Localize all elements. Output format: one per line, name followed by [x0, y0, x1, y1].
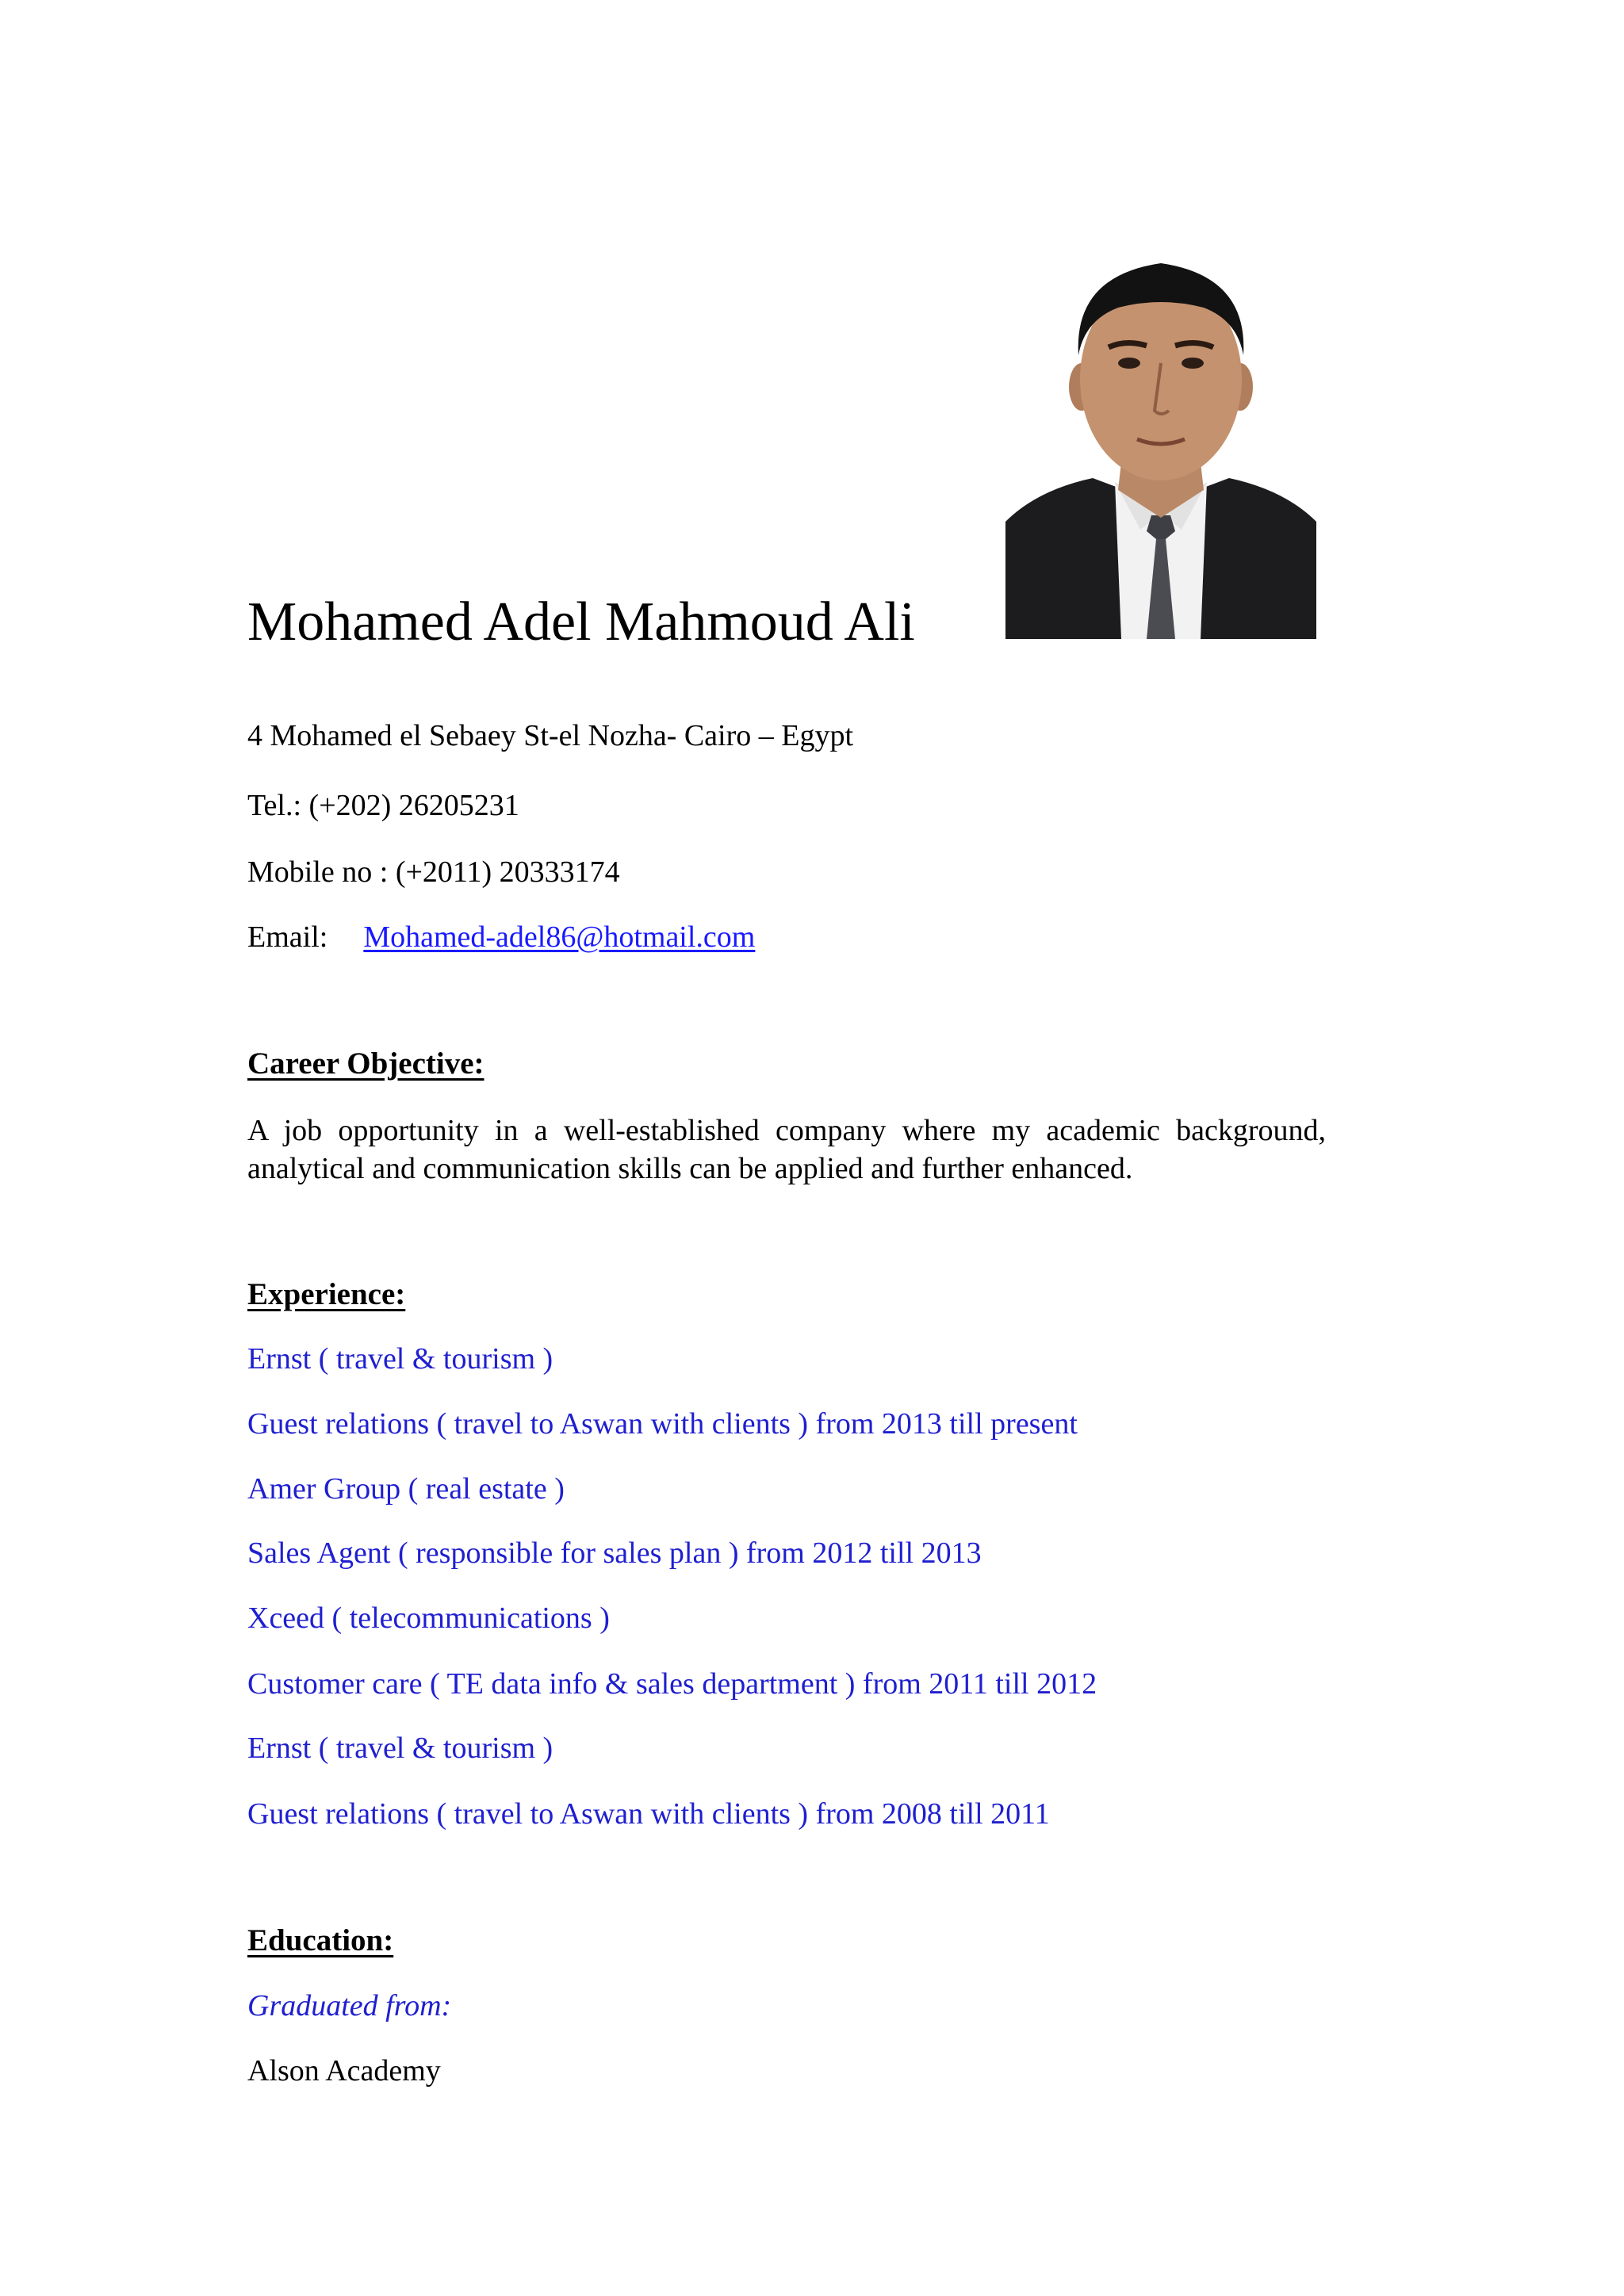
mobile-number: Mobile no : (+2011) 20333174 [247, 855, 620, 889]
profile-photo [1005, 252, 1316, 639]
email-label: Email: [247, 920, 328, 954]
career-objective-text: A job opportunity in a well-established company where my academic background, analytical and communication skills can be applied and further enhanced. [247, 1114, 1326, 1185]
address: 4 Mohamed el Sebaey St-el Nozha- Cairo – Egypt [247, 719, 854, 752]
full-name: Mohamed Adel Mahmoud Ali [247, 591, 915, 652]
experience-line: Guest relations ( travel to Aswan with clients ) from 2013 till present [247, 1407, 1078, 1441]
experience-heading: Experience: [247, 1277, 406, 1311]
experience-line: Guest relations ( travel to Aswan with clients ) from 2008 till 2011 [247, 1797, 1050, 1831]
education-heading: Education: [247, 1923, 394, 1957]
experience-line: Ernst ( travel & tourism ) [247, 1342, 553, 1376]
email-link[interactable]: Mohamed-adel86@hotmail.com [363, 920, 756, 954]
experience-line: Ernst ( travel & tourism ) [247, 1732, 553, 1765]
email-row [247, 920, 755, 955]
experience-line: Customer care ( TE data info & sales department ) from 2011 till 2012 [247, 1667, 1097, 1701]
experience-line: Sales Agent ( responsible for sales plan ) from 2012 till 2013 [247, 1536, 982, 1570]
experience-line: Xceed ( telecommunications ) [247, 1601, 610, 1635]
experience-line: Amer Group ( real estate ) [247, 1472, 565, 1506]
school-name: Alson Academy [247, 2054, 441, 2087]
career-objective-heading: Career Objective: [247, 1047, 485, 1081]
telephone: Tel.: (+202) 26205231 [247, 789, 519, 822]
graduated-from-label: Graduated from: [247, 1989, 452, 2022]
